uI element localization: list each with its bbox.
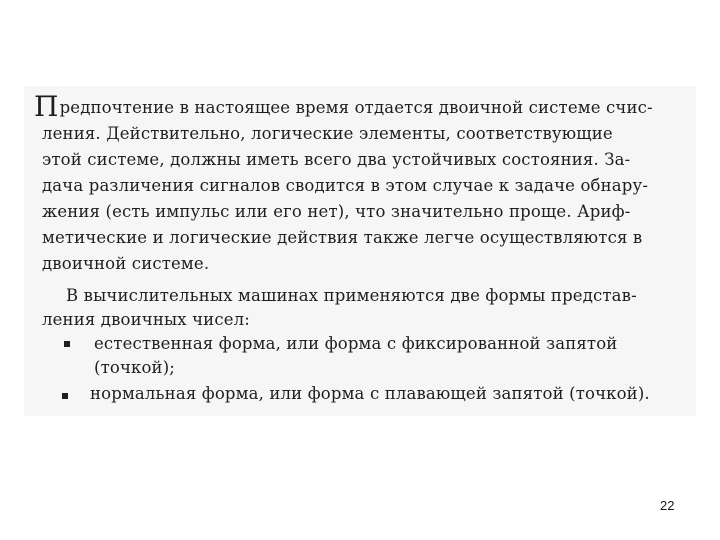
bullet-icon <box>62 393 68 399</box>
bullet-icon <box>64 341 70 347</box>
list-item-1-line-1: естественная форма, или форма с фиксированной запятой <box>94 334 618 353</box>
paragraph-2-line: ления двоичных чисел: <box>42 310 250 329</box>
paragraph-1-line: дача различения сигналов сводится в этом случае к задаче обнару- <box>42 176 649 195</box>
drop-cap: П <box>34 90 59 123</box>
paragraph-1-line: метические и логические действия также легче осуществляются в <box>42 228 643 247</box>
list-item-1-line-2: (точкой); <box>94 358 175 377</box>
paragraph-1-line: этой системе, должны иметь всего два устойчивых состояния. За- <box>42 150 631 169</box>
paragraph-1-line: двоичной системе. <box>42 254 210 273</box>
page-number: 22 <box>660 498 675 513</box>
paragraph-1-line: жения (есть импульс или его нет), что значительно проще. Ариф- <box>42 202 631 221</box>
list-item-2-line-1: нормальная форма, или форма с плавающей запятой (точкой). <box>90 384 650 403</box>
paragraph-1-line-1-text: редпочтение в настоящее время отдается двоичной системе счис- <box>59 98 653 117</box>
paragraph-2-line: В вычислительных машинах применяются две формы представ- <box>66 286 637 305</box>
paragraph-1-line-1 <box>34 90 653 123</box>
paragraph-1-line: ления. Действительно, логические элементы, соответствующие <box>42 124 613 143</box>
scanned-text-page <box>24 86 696 416</box>
